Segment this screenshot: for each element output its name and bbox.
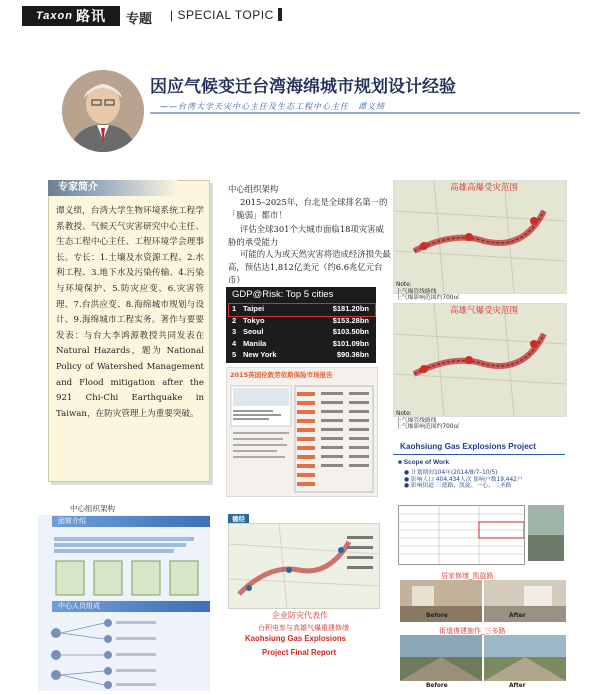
magazine-logo bbox=[22, 6, 120, 26]
special-topic-label bbox=[170, 8, 282, 22]
staff-bar: 中心人员组成 bbox=[52, 601, 210, 612]
intro-bar: 团简介绍 bbox=[52, 516, 210, 527]
gas-scope-heading: ■ Scope of Work bbox=[398, 459, 450, 466]
author-portrait bbox=[62, 70, 144, 152]
section-label: 专题 bbox=[126, 12, 153, 27]
after-label-2: After bbox=[509, 683, 526, 689]
gdp-value: $101.09bn bbox=[332, 339, 369, 348]
photo-before-2 bbox=[400, 635, 482, 681]
gas-scope-table bbox=[398, 505, 525, 565]
paragraph-1: 2015–2025年，台北是全球排名第一的「脆弱」都市！ bbox=[228, 197, 388, 220]
gas-item: 计划期间104年(2014/8/7–10/5) bbox=[410, 470, 498, 476]
gdp-rank: 2 bbox=[232, 316, 237, 325]
gdp-row bbox=[229, 304, 373, 314]
gdp-table-title: GDP@Risk: Top 5 cities bbox=[232, 289, 334, 300]
gdp-rank: 1 bbox=[232, 304, 237, 313]
bio-heading: 专家简介 bbox=[48, 180, 178, 196]
note-line: 上气爆管线路线 bbox=[396, 288, 437, 295]
gdp-value: $103.50bn bbox=[332, 327, 369, 336]
gdp-city: Manila bbox=[243, 339, 267, 348]
gdp-city: Taipei bbox=[243, 304, 265, 313]
gas-title-rule bbox=[393, 454, 565, 455]
gdp-value: $181.20bn bbox=[332, 304, 369, 313]
gdp-row bbox=[229, 316, 373, 326]
logo-latin: Taxon bbox=[36, 10, 73, 22]
topic-sep: | bbox=[170, 8, 178, 22]
photo-after-2 bbox=[484, 635, 566, 681]
gdp-value: $90.36bn bbox=[336, 350, 369, 359]
logo-cn: 路讯 bbox=[76, 8, 106, 24]
final-report-cn-1: 企业防灾代表作 bbox=[272, 611, 328, 620]
bio-text: 谭义绩，台湾大学生物环境系统工程学系教授、气候天气灾害研究中心主任、生态工程中心主任、工程环境学会理事长。专长：1.土壤及水资源工程、2.水利工程、3.地下水及污染传输、4.污染与环境保护、5.防灾应变、6.灾害管理、7.台洪应变、8.海绵城市规划与设计、9.海绵城市工程实务。著作与要要发表：与台大李鸿源教授共同发表在 Natural Hazards，题为 National Policy of Watershed Management and Flood mitigation after the 921 Chi-Chi Earthquake in Taiwan，在防灾管理上为重要突破。 bbox=[56, 206, 204, 419]
note-line: 上气爆管线路线 bbox=[396, 417, 437, 424]
org-chart-title: 中心组织架构 bbox=[70, 504, 115, 513]
note-line: 上气爆影响范围约700㎡ bbox=[396, 295, 460, 301]
gdp-city: New York bbox=[243, 350, 277, 359]
gdp-rank: 5 bbox=[232, 350, 237, 359]
gas-photo-thumb bbox=[528, 505, 564, 561]
gas-item: 影响街道 三德路、凯旋、一心、二圣路 bbox=[410, 483, 512, 489]
photo-caption-1: 居家修缮_凯旋路 bbox=[441, 572, 494, 580]
note-label: Note: bbox=[396, 282, 412, 288]
gdp-rank: 4 bbox=[232, 339, 237, 348]
final-report-en-2: Project Final Report bbox=[262, 648, 337, 657]
before-label-2: Before bbox=[426, 683, 448, 689]
gdp-row bbox=[229, 339, 373, 349]
affected-area-map-a bbox=[393, 180, 567, 294]
topic-text: SPECIAL TOPIC bbox=[177, 8, 274, 22]
gdp-row bbox=[229, 350, 373, 360]
gdp-city: Seoul bbox=[243, 327, 264, 336]
note-line: 上气爆影响范围约700㎡ bbox=[396, 424, 460, 430]
final-report-cn-2: 台积电参与高雄气爆重建修缮 bbox=[258, 624, 349, 632]
gdp-row bbox=[229, 327, 373, 337]
photo-caption-2: 街道復建施作_三多路 bbox=[439, 627, 506, 635]
map-a-note bbox=[396, 282, 459, 302]
final-report-map bbox=[228, 523, 380, 609]
lloyds-report-figure bbox=[226, 367, 378, 497]
paragraph-2: 评估全球301个大城市面临18项灾害威胁的承受能力 bbox=[228, 224, 384, 247]
column-heading: 中心组织架构 bbox=[228, 184, 279, 194]
map-a-title: 高雄高爆受灾范围 bbox=[450, 183, 519, 193]
map-b-title: 高雄气爆受灾范围 bbox=[450, 306, 519, 316]
final-report-en-1: Kaohsiung Gas Explosions bbox=[245, 634, 346, 643]
affected-area-map-b bbox=[393, 303, 567, 417]
gas-scope-list: ● 计划期间104年(2014/8/7–10/5) ● 影响人口 404,434人次 影响户数19,442户 ● 影响街道 三德路、凯旋、一心、二圣路 bbox=[404, 470, 523, 489]
before-label: Before bbox=[426, 613, 448, 619]
map-b-note bbox=[396, 411, 459, 431]
gdp-value: $153.28bn bbox=[332, 316, 369, 325]
paragraph-3: 可能的人为或天然灾害将造成经济损失最高，预估达1,812亿美元（约6.6兆亿元台币） bbox=[228, 249, 391, 285]
after-label: After bbox=[509, 613, 526, 619]
report-title: 2015英国伦敦劳依斯保险市场报告 bbox=[230, 371, 333, 379]
article-title: 因应气候变迁台湾海绵城市规划设计经验 bbox=[150, 77, 456, 97]
article-subtitle: ——台湾大学天灾中心主任及生态工程中心主任 谭义绩 bbox=[160, 102, 385, 111]
final-report-tag: 德经 bbox=[228, 514, 249, 523]
gdp-rank: 3 bbox=[232, 327, 237, 336]
gas-project-title: Kaohsiung Gas Explosions Project bbox=[400, 442, 537, 451]
note-label: Note: bbox=[396, 411, 412, 417]
gdp-city: Tokyo bbox=[243, 316, 265, 325]
gas-item: 影响人口 404,434人次 影响户数19,442户 bbox=[410, 476, 523, 483]
gas-scope-text: Scope of Work bbox=[403, 459, 450, 466]
